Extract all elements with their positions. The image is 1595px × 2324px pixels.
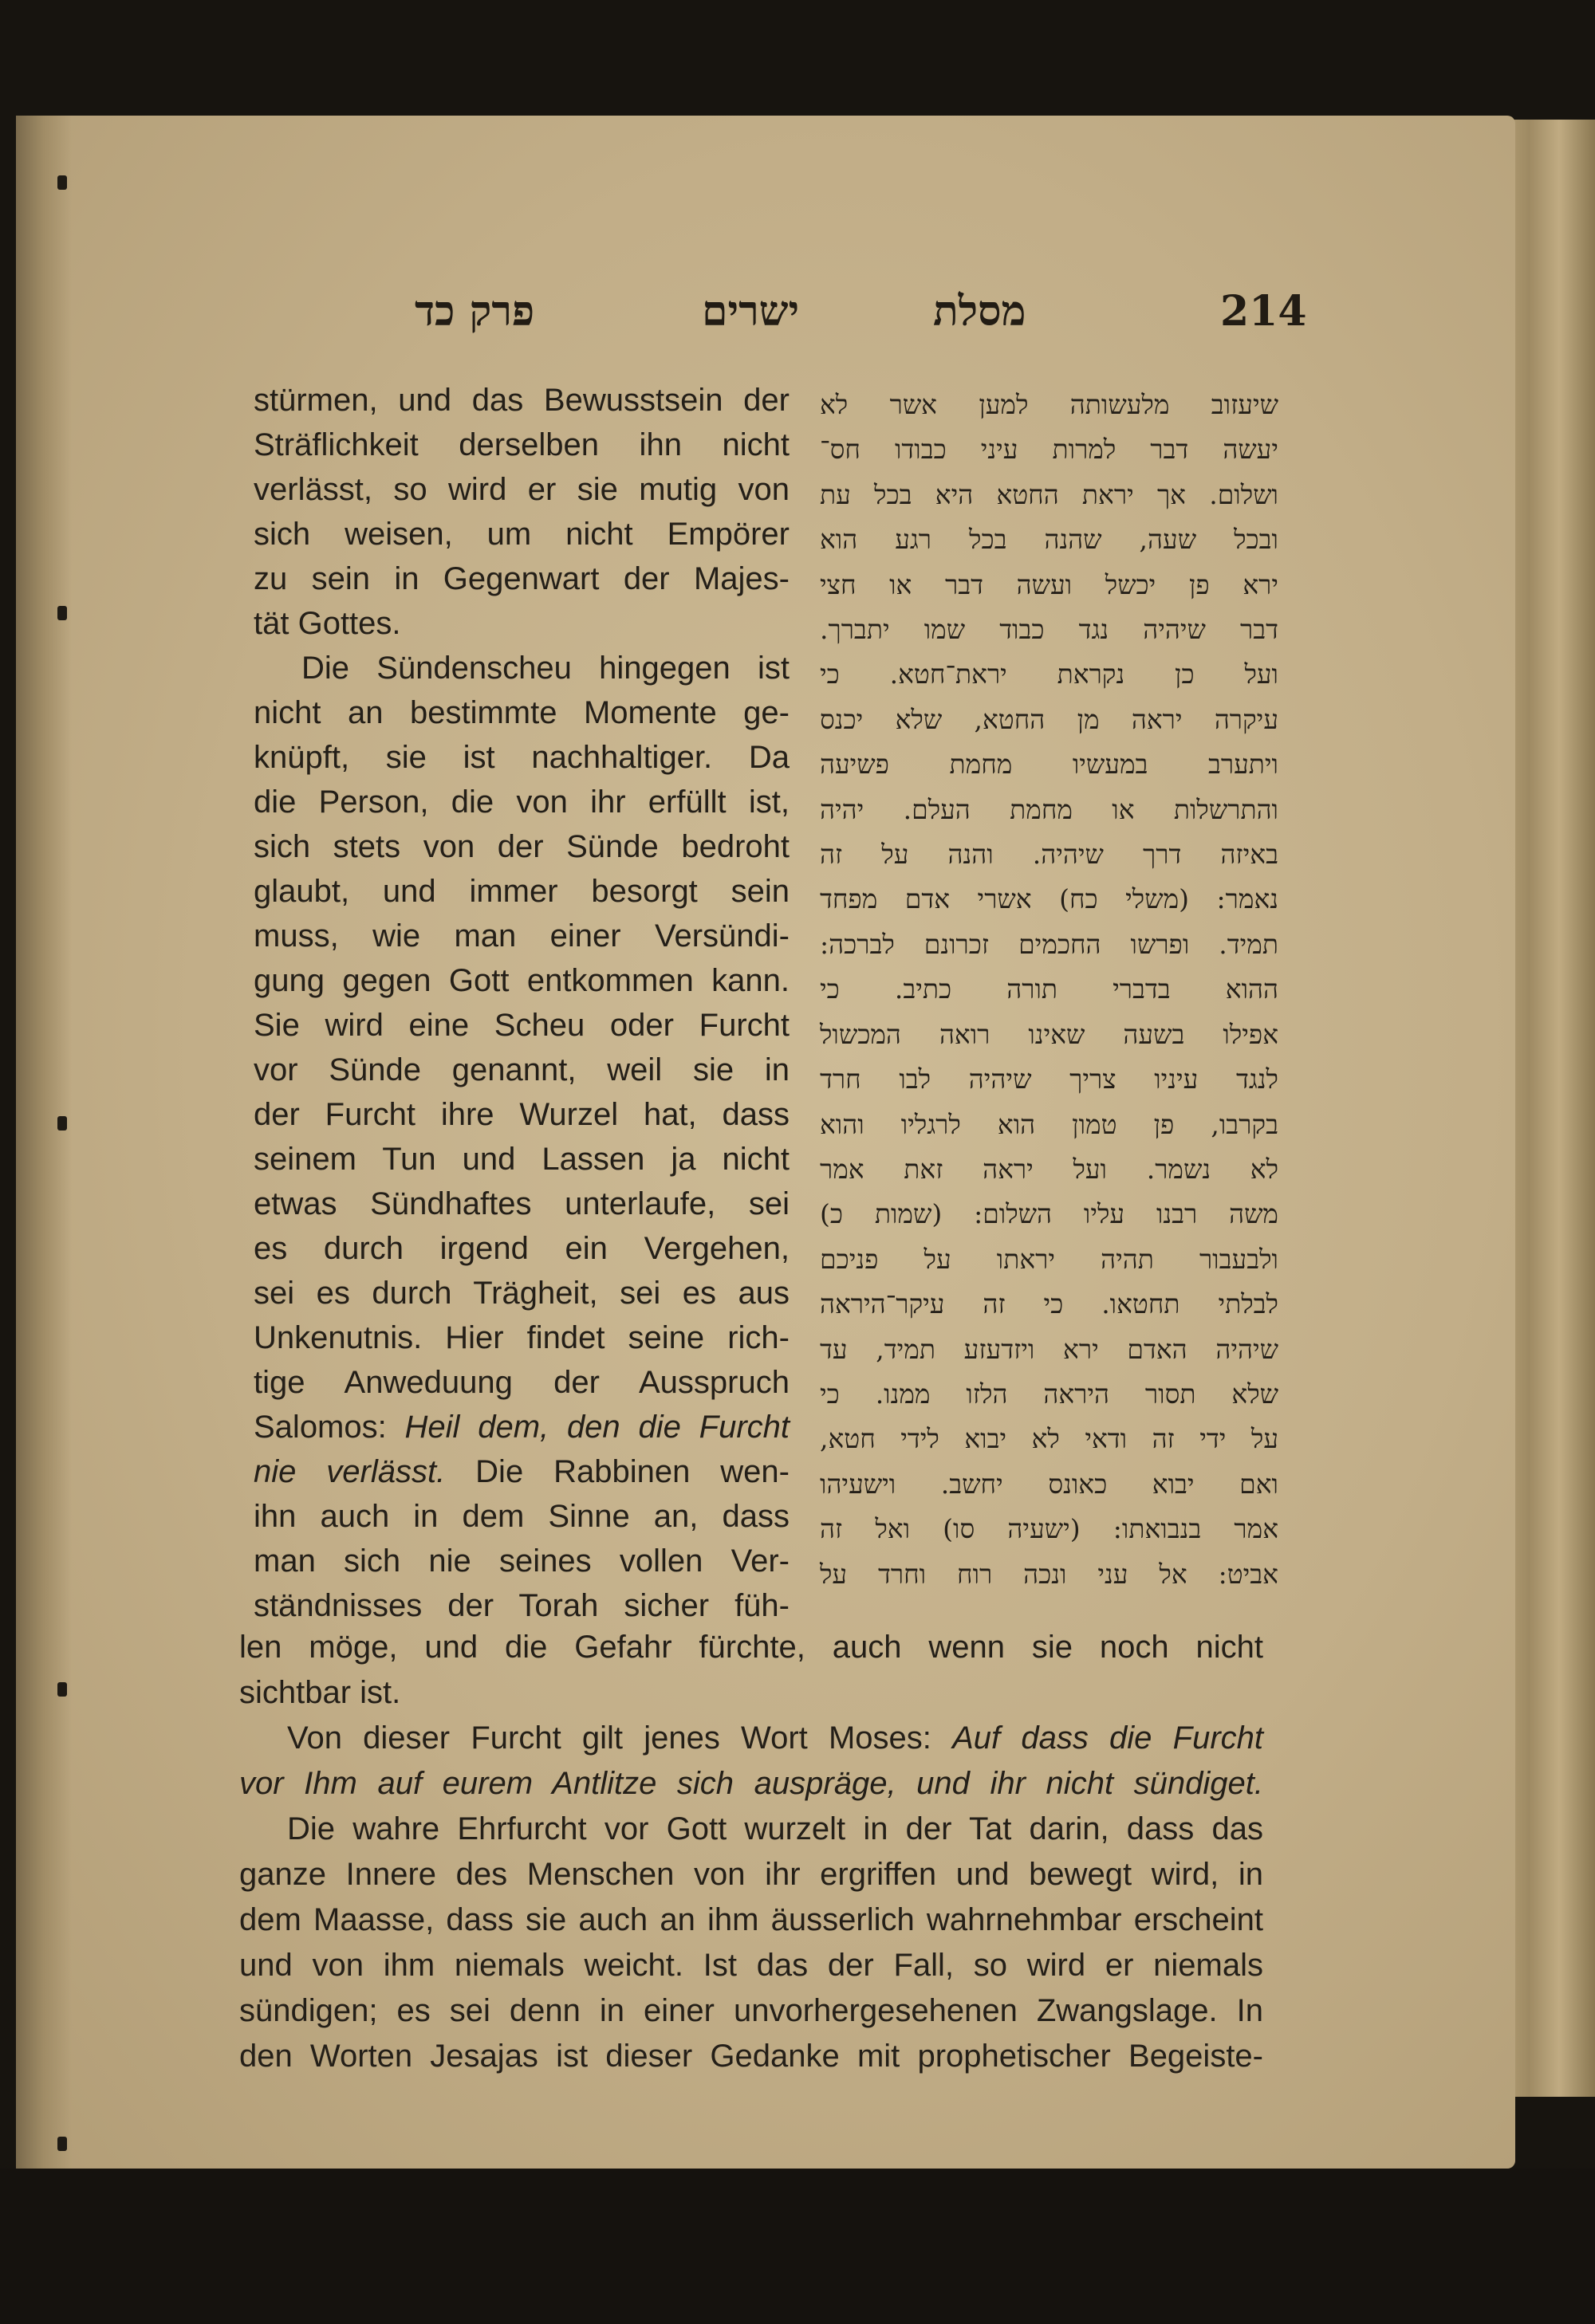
german-line: Sie wird eine Scheu oder Furcht [254,1008,790,1043]
hebrew-line: תמיד. ופרשו החכמים זכרונם לברכה: [820,928,1278,960]
german-translation-column [254,378,790,1628]
salomo-suffix: Die Rabbinen wen- [445,1454,790,1489]
binding-stitch [57,1682,67,1697]
hebrew-line: נאמר: (משלי כח) אשרי אדם מפחד [820,883,1278,915]
german-line: sei es durch Trägheit, sei es aus [254,1276,790,1311]
moses-quote-end: vor Ihm auf eurem Antlitze sich auspräge, und ihr nicht sündiget. [239,1766,1263,1801]
hebrew-line: לבלתי תחטאו. כי זה עיקר־היראה [820,1288,1278,1320]
german-line-salomo [254,1405,790,1449]
full-line: len möge, und die Gefahr fürchte, auch wenn sie noch nicht [239,1630,1263,1665]
hebrew-line: לנגד עיניו צריך שיהיה לבו חרד [820,1064,1278,1095]
paragraph-line: den Worten Jesajas ist dieser Gedanke mit prophetischer Begeiste- [239,2039,1263,2074]
german-line: muss, wie man einer Versündi- [254,918,790,954]
german-line: verlässt, so wird er sie mutig von [254,472,790,507]
hebrew-line: באיזה דרך שיהיה. והנה על זה [820,839,1278,871]
paragraph-line: dem Maasse, dass sie auch an ihm äusserlich wahrnehmbar erscheint [239,1902,1263,1937]
hebrew-line: והתרשלות או מחמת העלם. יהיה [820,793,1278,825]
hebrew-line: משה רבנו עליו השלום: (שמות כ) [820,1198,1278,1230]
german-line: nicht an bestimmte Momente ge- [254,695,790,730]
moses-line [239,1761,1263,1807]
german-line: tige Anweduung der Ausspruch [254,1365,790,1400]
hebrew-line: בקרבו, פן טמון הוא לרגליו והוא [820,1108,1278,1140]
german-line: es durch irgend ein Vergehen, [254,1231,790,1266]
page-number: 214 [1220,287,1307,336]
salomo-prefix: Salomos: [254,1410,405,1445]
hebrew-line: אמר בנבואתו: (ישעיה סו) ואל זה [820,1513,1278,1545]
binding-stitch [57,606,67,620]
german-line: gung gegen Gott entkommen kann. [254,963,790,998]
german-line: sich weisen, um nicht Empörer [254,517,790,552]
german-line: die Person, die von ihr erfüllt ist, [254,784,790,820]
hebrew-line: עיקרה יראה מן החטא, שלא יכנס [820,703,1278,735]
hebrew-line: ובכל שעה, שהנה בכל רגע הוא [820,524,1278,556]
hebrew-line: ושלום. אך יראת החטא היא בכל עת [820,478,1278,510]
hebrew-line: על ידי זה ודאי לא יבוא לידי חטא, [820,1423,1278,1455]
binding-stitch [57,2137,67,2151]
moses-prefix: Von dieser Furcht gilt jenes Wort Moses: [287,1720,953,1756]
paragraph-line: ganze Innere des Menschen von ihr ergriffen und bewegt wird, in [239,1857,1263,1892]
german-line: sich stets von der Sünde bedroht [254,829,790,864]
german-line: Sträflichkeit derselben ihn nicht [254,427,790,462]
german-line: der Furcht ihre Wurzel hat, dass [254,1097,790,1132]
binding-stitch [57,175,67,190]
full-width-text [239,1625,1263,2079]
german-line: vor Sünde genannt, weil sie in [254,1052,790,1087]
hebrew-line: יעשה דבר למרות עיני כבודו חס־ [820,434,1278,466]
salomo-quote: Heil dem, den die Furcht [404,1410,790,1445]
german-line: tät Gottes. [254,606,401,641]
paragraph-line: sündigen; es sei denn in einer unvorhergesehenen Zwangslage. In [239,1993,1263,2028]
hebrew-line: ואם יבוא כאונס יחשב. וישעיהו [820,1468,1278,1500]
german-line: stürmen, und das Bewusstsein der [254,383,790,418]
german-line: Unkenutnis. Hier findet seine rich- [254,1320,790,1355]
book-binding [16,116,72,2169]
german-line: glaubt, und immer besorgt sein [254,874,790,909]
moses-line [239,1716,1263,1761]
full-line: sichtbar ist. [239,1675,401,1710]
paragraph-line: und von ihm niemals weicht. Ist das der Fall, so wird er niemals [239,1948,1263,1983]
header-chapter: פרק כד [415,287,535,336]
hebrew-line: שלא תסור היראה הלזו ממנו. כי [820,1378,1278,1410]
german-line: etwas Sündhaftes unterlaufe, sei [254,1186,790,1221]
hebrew-line: אביט: אל עני ונכה רוח וחרד על [820,1558,1278,1590]
running-header [415,287,1307,343]
moses-quote: Auf dass die Furcht [952,1720,1263,1756]
hebrew-line: שיהיה האדם ירא ויזדעזע תמיד, עד [820,1333,1278,1365]
hebrew-line: ההוא בדברי תורה כתיב. כי [820,973,1278,1005]
german-line: ihn auch in dem Sinne an, dass [254,1499,790,1534]
german-line: ständnisses der Torah sicher füh- [254,1588,790,1623]
german-line: Die Sündenscheu hingegen ist [301,651,790,686]
hebrew-text-column [820,383,1278,1597]
german-line: zu sein in Gegenwart der Majes- [254,561,790,596]
german-line: seinem Tun und Lassen ja nicht [254,1142,790,1177]
salomo-quote-end: nie verlässt. [254,1454,446,1489]
hebrew-line: דבר שיהיה נגד כבוד שמו יתברך. [820,614,1278,646]
header-title-yesharim: ישרים [702,287,800,336]
paragraph-line: Die wahre Ehrfurcht vor Gott wurzelt in der Tat darin, dass das [287,1811,1263,1846]
hebrew-line: ויתערב במעשיו מחמת פשיעה [820,749,1278,781]
hebrew-line: ירא פן יכשל ועשה דבר או חצי [820,568,1278,600]
hebrew-line: ולבעבור תהיה יראתו על פניכם [820,1243,1278,1275]
german-line: knüpft, sie ist nachhaltiger. Da [254,740,790,775]
german-line: man sich nie seines vollen Ver- [254,1543,790,1579]
scan-background-bottom [0,2169,1595,2324]
hebrew-line: שיעזוב מלעשותה למען אשר לא [820,389,1278,420]
hebrew-line: ועל כן נקראת יראת־חטא. כי [820,659,1278,690]
german-line [254,1449,790,1494]
header-title-mesilat: מסלת [933,287,1026,336]
hebrew-line: אפילו בשעה שאינו רואה המכשול [820,1018,1278,1050]
hebrew-line: לא נשמר. ועל יראה זאת אמר [820,1153,1278,1185]
binding-stitch [57,1116,67,1131]
